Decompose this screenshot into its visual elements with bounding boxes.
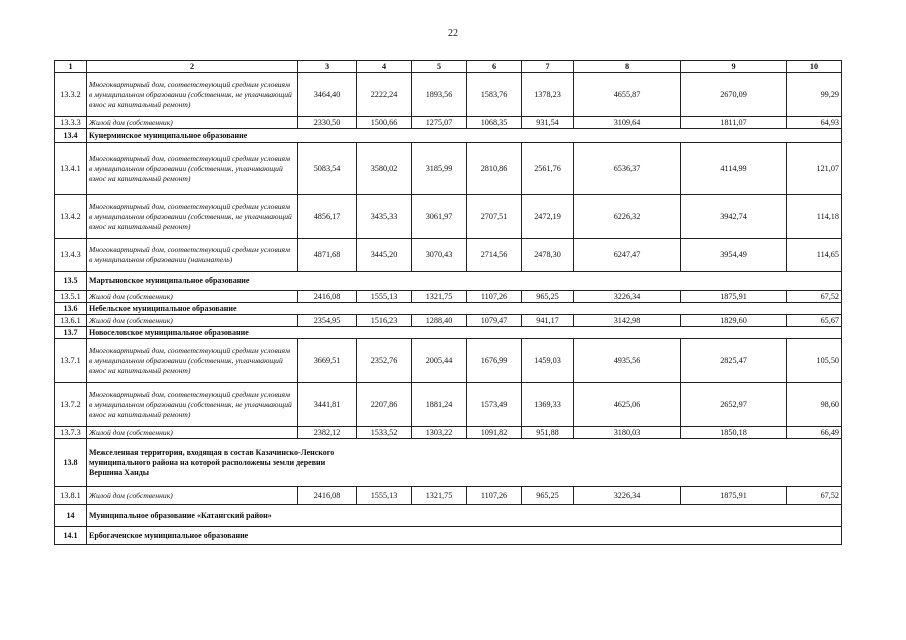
value-cell: 1676,99: [467, 339, 522, 383]
value-cell: 2561,76: [522, 143, 574, 195]
value-cell: 1811,07: [681, 117, 787, 129]
value-cell: 1850,18: [681, 427, 787, 439]
row-id: 13.7.1: [55, 339, 87, 383]
value-cell: 2810,86: [467, 143, 522, 195]
header-cell: 7: [522, 61, 574, 73]
page-number: 22: [448, 28, 458, 39]
value-cell: 1091,82: [467, 427, 522, 439]
value-cell: 1875,91: [681, 487, 787, 505]
header-cell: 9: [681, 61, 787, 73]
row-id: 13.5: [55, 272, 87, 291]
section-title: Ербогаченское муниципальное образование: [87, 527, 842, 545]
value-cell: 6536,37: [574, 143, 681, 195]
value-cell: 1079,47: [467, 315, 522, 327]
value-cell: 3445,20: [357, 239, 412, 272]
value-cell: 99,29: [787, 73, 842, 117]
row-description: Жилой дом (собственник): [87, 291, 298, 303]
table-row: [55, 117, 842, 129]
value-cell: 1533,52: [357, 427, 412, 439]
header-cell: 8: [574, 61, 681, 73]
value-cell: 4655,87: [574, 73, 681, 117]
value-cell: 1303,22: [412, 427, 467, 439]
row-description: Жилой дом (собственник): [87, 117, 298, 129]
value-cell: 2352,76: [357, 339, 412, 383]
table-row: [55, 239, 842, 272]
table-row: [55, 427, 842, 439]
tariff-table: [54, 60, 842, 545]
value-cell: 114,18: [787, 195, 842, 239]
value-cell: 5083,54: [298, 143, 357, 195]
row-description: Многоквартирный дом, соответствующий средним условиям в муниципальном образовании (наниматель): [87, 239, 298, 272]
value-cell: 3061,97: [412, 195, 467, 239]
section-title: Мартыновское муниципальное образование: [87, 272, 842, 291]
value-cell: 3464,40: [298, 73, 357, 117]
value-cell: 1459,03: [522, 339, 574, 383]
value-cell: 65,67: [787, 315, 842, 327]
section-title: Кунерминское муниципальное образование: [87, 129, 842, 143]
value-cell: 2005,44: [412, 339, 467, 383]
row-id: 13.4.2: [55, 195, 87, 239]
value-cell: 1068,35: [467, 117, 522, 129]
header-cell: 10: [787, 61, 842, 73]
section-row: [55, 272, 842, 291]
row-description: Многоквартирный дом, соответствующий средним условиям в муниципальном образовании (собственник, уплачивающий взнос на капитальный ремонт): [87, 143, 298, 195]
value-cell: 3226,34: [574, 291, 681, 303]
value-cell: 3435,33: [357, 195, 412, 239]
value-cell: 67,52: [787, 487, 842, 505]
row-id: 13.3.2: [55, 73, 87, 117]
value-cell: 3180,03: [574, 427, 681, 439]
row-id: 13.6: [55, 303, 87, 315]
row-id: 13.4.1: [55, 143, 87, 195]
value-cell: 2825,47: [681, 339, 787, 383]
value-cell: 66,49: [787, 427, 842, 439]
value-cell: 1555,13: [357, 487, 412, 505]
header-cell: 5: [412, 61, 467, 73]
value-cell: 3185,99: [412, 143, 467, 195]
value-cell: 2670,09: [681, 73, 787, 117]
section-row: [55, 505, 842, 527]
row-description: Многоквартирный дом, соответствующий средним условиям в муниципальном образовании (собственник, уплачивающий взнос на капитальный ремонт): [87, 339, 298, 383]
value-cell: 3954,49: [681, 239, 787, 272]
row-id: 14: [55, 505, 87, 527]
value-cell: 1288,40: [412, 315, 467, 327]
section-row: [55, 303, 842, 315]
value-cell: 2207,86: [357, 383, 412, 427]
value-cell: 2416,08: [298, 487, 357, 505]
table-row: [55, 487, 842, 505]
row-id: 13.8: [55, 439, 87, 487]
section-row: [55, 439, 842, 487]
value-cell: 4114,99: [681, 143, 787, 195]
row-id: 13.6.1: [55, 315, 87, 327]
table-row: [55, 195, 842, 239]
value-cell: 3441,81: [298, 383, 357, 427]
value-cell: 1583,76: [467, 73, 522, 117]
value-cell: 6226,32: [574, 195, 681, 239]
row-id: 13.4: [55, 129, 87, 143]
value-cell: 3070,43: [412, 239, 467, 272]
header-cell: 2: [87, 61, 298, 73]
table-row: [55, 315, 842, 327]
value-cell: 4625,06: [574, 383, 681, 427]
value-cell: 2222,24: [357, 73, 412, 117]
row-description: Жилой дом (собственник): [87, 315, 298, 327]
section-title: Небельское муниципальное образование: [87, 303, 842, 315]
value-cell: 2382,12: [298, 427, 357, 439]
value-cell: 2416,08: [298, 291, 357, 303]
value-cell: 67,52: [787, 291, 842, 303]
value-cell: 3109,64: [574, 117, 681, 129]
value-cell: 98,60: [787, 383, 842, 427]
value-cell: 4871,68: [298, 239, 357, 272]
value-cell: 3580,02: [357, 143, 412, 195]
row-description: Многоквартирный дом, соответствующий средним условиям в муниципальном образовании (собственник, не уплачивающий взнос на капитальный ремонт): [87, 73, 298, 117]
row-description: Многоквартирный дом, соответствующий средним условиям в муниципальном образовании (собственник, не уплачивающий взнос на капитальный ремонт): [87, 195, 298, 239]
value-cell: 1500,66: [357, 117, 412, 129]
value-cell: 64,93: [787, 117, 842, 129]
value-cell: 951,88: [522, 427, 574, 439]
header-cell: 3: [298, 61, 357, 73]
value-cell: 3142,98: [574, 315, 681, 327]
value-cell: 1573,49: [467, 383, 522, 427]
header-row: [55, 61, 842, 73]
value-cell: 3226,34: [574, 487, 681, 505]
section-row: [55, 129, 842, 143]
value-cell: 1321,75: [412, 291, 467, 303]
value-cell: 1881,24: [412, 383, 467, 427]
value-cell: 4935,56: [574, 339, 681, 383]
section-title: Межселенная территория, входящая в состав Казачинско-Ленского муниципального района на которой расположены земли деревни Вершина Ханды: [87, 439, 842, 487]
value-cell: 1829,60: [681, 315, 787, 327]
value-cell: 114,65: [787, 239, 842, 272]
row-id: 14.1: [55, 527, 87, 545]
value-cell: 1107,26: [467, 487, 522, 505]
row-id: 13.7: [55, 327, 87, 339]
value-cell: 3669,51: [298, 339, 357, 383]
value-cell: 2354,95: [298, 315, 357, 327]
value-cell: 121,07: [787, 143, 842, 195]
table-body: [55, 61, 842, 545]
row-id: 13.4.3: [55, 239, 87, 272]
value-cell: 1378,23: [522, 73, 574, 117]
section-title: Муниципальное образование «Катангский район»: [87, 505, 842, 527]
value-cell: 941,17: [522, 315, 574, 327]
row-id: 13.7.3: [55, 427, 87, 439]
value-cell: 4856,17: [298, 195, 357, 239]
section-title: Новоселовское муниципальное образование: [87, 327, 842, 339]
value-cell: 6247,47: [574, 239, 681, 272]
value-cell: 931,54: [522, 117, 574, 129]
value-cell: 1275,07: [412, 117, 467, 129]
value-cell: 2330,50: [298, 117, 357, 129]
row-id: 13.5.1: [55, 291, 87, 303]
value-cell: 3942,74: [681, 195, 787, 239]
row-id: 13.7.2: [55, 383, 87, 427]
table-row: [55, 339, 842, 383]
value-cell: 2707,51: [467, 195, 522, 239]
header-cell: 6: [467, 61, 522, 73]
section-row: [55, 327, 842, 339]
table-row: [55, 143, 842, 195]
section-row: [55, 527, 842, 545]
value-cell: 1369,33: [522, 383, 574, 427]
header-cell: 1: [55, 61, 87, 73]
value-cell: 965,25: [522, 291, 574, 303]
row-description: Жилой дом (собственник): [87, 487, 298, 505]
value-cell: 2472,19: [522, 195, 574, 239]
value-cell: 1516,23: [357, 315, 412, 327]
value-cell: 1555,13: [357, 291, 412, 303]
row-description: Жилой дом (собственник): [87, 427, 298, 439]
value-cell: 2478,30: [522, 239, 574, 272]
header-cell: 4: [357, 61, 412, 73]
value-cell: 965,25: [522, 487, 574, 505]
value-cell: 105,50: [787, 339, 842, 383]
value-cell: 1893,56: [412, 73, 467, 117]
value-cell: 1875,91: [681, 291, 787, 303]
table-row: [55, 383, 842, 427]
value-cell: 1107,26: [467, 291, 522, 303]
value-cell: 2714,56: [467, 239, 522, 272]
table-row: [55, 73, 842, 117]
table-row: [55, 291, 842, 303]
value-cell: 1321,75: [412, 487, 467, 505]
row-description: Многоквартирный дом, соответствующий средним условиям в муниципальном образовании (собственник, не уплачивающий взнос на капитальный ремонт): [87, 383, 298, 427]
value-cell: 2652,97: [681, 383, 787, 427]
row-id: 13.8.1: [55, 487, 87, 505]
row-id: 13.3.3: [55, 117, 87, 129]
